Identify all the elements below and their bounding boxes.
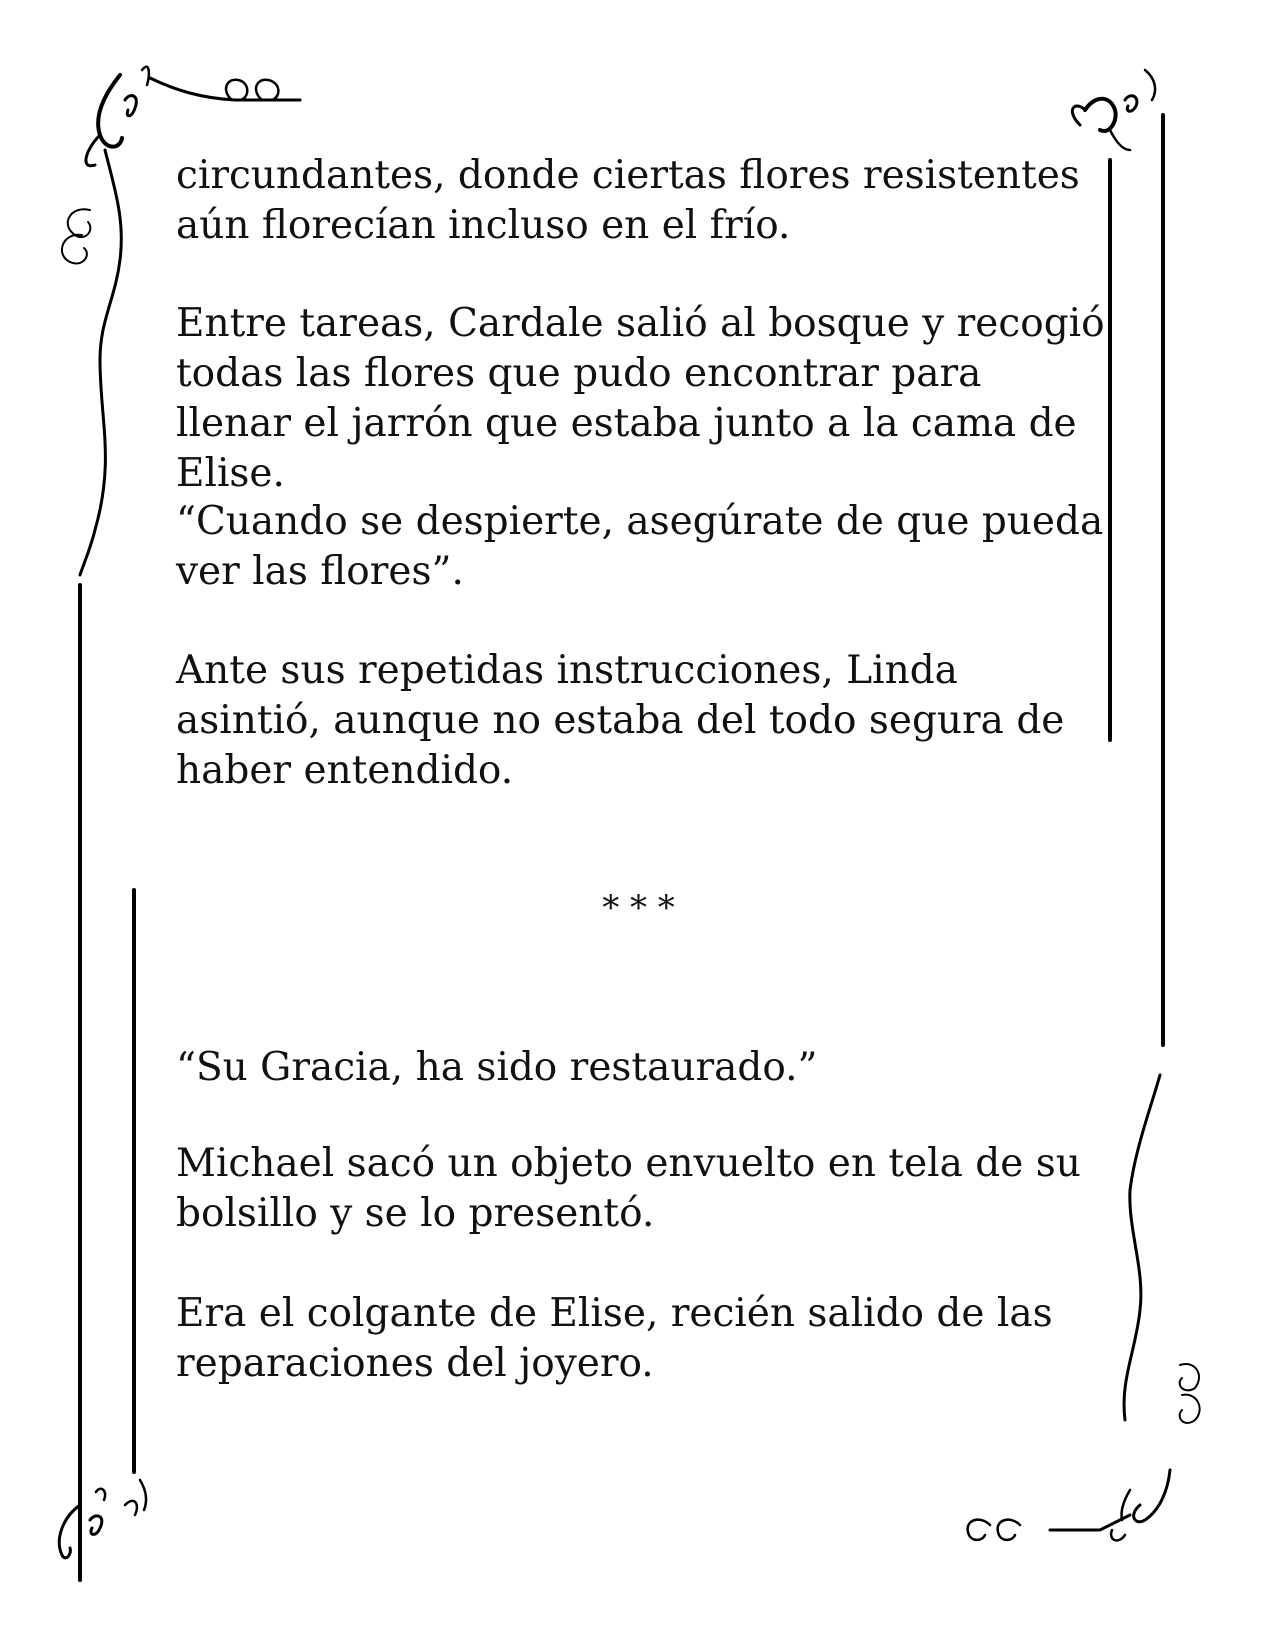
paragraph-3: “Cuando se despierte, asegúrate de que pueda ver las flores”. <box>176 499 1104 594</box>
paragraph-2: Entre tareas, Cardale salió al bosque y recogió todas las flores que pudo encontrar para llenar el jarrón que estaba junto a la cama de Elise. <box>176 301 1105 496</box>
paragraph-6: Michael sacó un objeto envuelto en tela de su bolsillo y se lo presentó. <box>176 1141 1081 1236</box>
paragraph-4: Ante sus repetidas instrucciones, Linda asintió, aunque no estaba del todo segura de haber entendido. <box>176 648 1065 793</box>
paragraph-1: circundantes, donde ciertas flores resistentes aún florecían incluso en el frío. <box>176 153 1080 248</box>
paragraph-7: Era el colgante de Elise, recién salido de las reparaciones del joyero. <box>176 1291 1053 1386</box>
paragraph-5: “Su Gracia, ha sido restaurado.” <box>176 1045 818 1090</box>
scene-break-text: * * * <box>602 888 675 928</box>
flourish-bottom-left-icon <box>59 1480 146 1558</box>
scene-break <box>0 888 1275 928</box>
flourish-top-right-icon <box>1072 70 1155 150</box>
